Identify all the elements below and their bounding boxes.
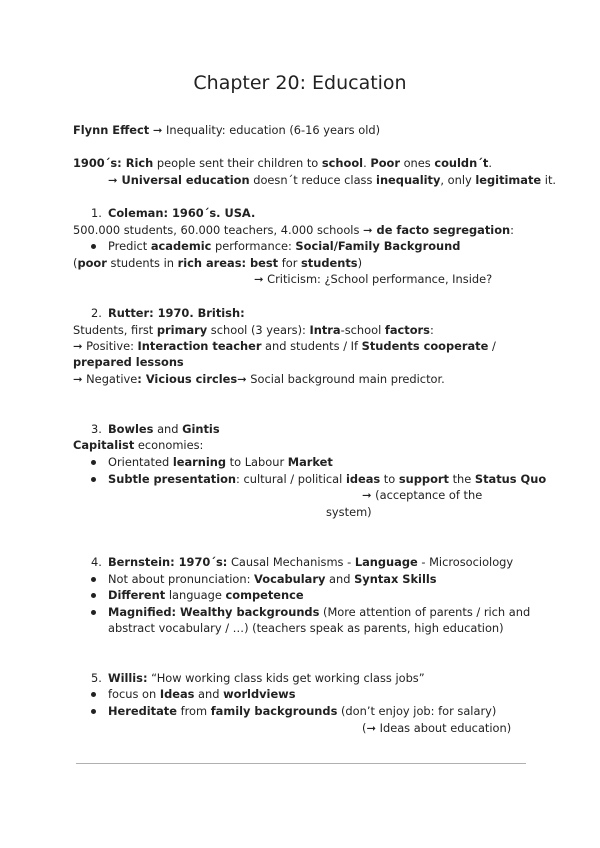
willis-bullet-1: focus on Ideas and worldviews — [108, 687, 296, 701]
rutter-line-1: Students, first primary school (3 years): Intra-school factors: — [73, 323, 434, 337]
rutter-line-2: ➞ Positive: Interaction teacher and students / If Students cooperate / — [73, 339, 496, 353]
coleman-line-3: ➞ Criticism: ¿School performance, Inside? — [254, 272, 493, 286]
flynn-line: Flynn Effect ➞ Inequality: education (6-16 years old) — [73, 123, 381, 137]
bowles-bullet-2: Subtle presentation: cultural / political ideas to support the Status Quo — [108, 472, 547, 486]
s1900-line-1: 1900´s: Rich people sent their children to school. Poor ones couldn´t. — [73, 156, 492, 170]
bernstein-bullet-2: Different language competence — [108, 588, 304, 602]
coleman-bullet-1: Predict academic performance: Social/Family Background — [108, 239, 461, 253]
coleman-line-1: 500.000 students, 60.000 teachers, 4.000 schools ➞ de facto segregation: — [73, 223, 514, 237]
bernstein-bullet-3: Magnified: Wealthy backgrounds (More attention of parents / rich and — [108, 605, 531, 619]
bowles-bullet-1: Orientated learning to Labour Market — [108, 455, 333, 469]
bowles-line-3: system) — [326, 505, 372, 519]
rutter-line-4: ➞ Negative: Vicious circles➞ Social background main predictor. — [73, 372, 445, 386]
s1900-line-2: ➞ Universal education doesn´t reduce class inequality, only legitimate it. — [108, 173, 557, 187]
page-title: Chapter 20: Education — [193, 72, 407, 94]
bernstein-bullet-3-continued: abstract vocabulary / …) (teachers speak as parents, high education) — [108, 621, 504, 635]
bowles-heading: Bowles and Gintis — [108, 422, 220, 436]
willis-bullet-2: Hereditate from family backgrounds (don’t enjoy job: for salary) — [108, 704, 497, 718]
willis-heading: Willis: “How working class kids get working class jobs” — [108, 671, 425, 685]
coleman-line-2: (poor students in rich areas: best for students) — [73, 256, 363, 270]
willis-line-1: (➞ Ideas about education) — [362, 721, 512, 735]
bernstein-bullet-1: Not about pronunciation: Vocabulary and Syntax Skills — [108, 572, 437, 586]
list-number: 5. — [91, 671, 102, 685]
list-number: 1. — [91, 206, 102, 220]
list-number: 3. — [91, 422, 102, 436]
list-number: 2. — [91, 306, 102, 320]
rutter-line-3: prepared lessons — [73, 355, 184, 369]
horizontal-divider — [76, 763, 526, 764]
list-number: 4. — [91, 555, 102, 569]
bowles-line-2: ➞ (acceptance of the — [362, 488, 483, 502]
bowles-line-1: Capitalist economies: — [73, 438, 204, 452]
rutter-heading: Rutter: 1970. British: — [108, 306, 245, 320]
bernstein-heading: Bernstein: 1970´s: Causal Mechanisms - Language - Microsociology — [108, 555, 514, 569]
coleman-heading: Coleman: 1960´s. USA. — [108, 206, 256, 220]
